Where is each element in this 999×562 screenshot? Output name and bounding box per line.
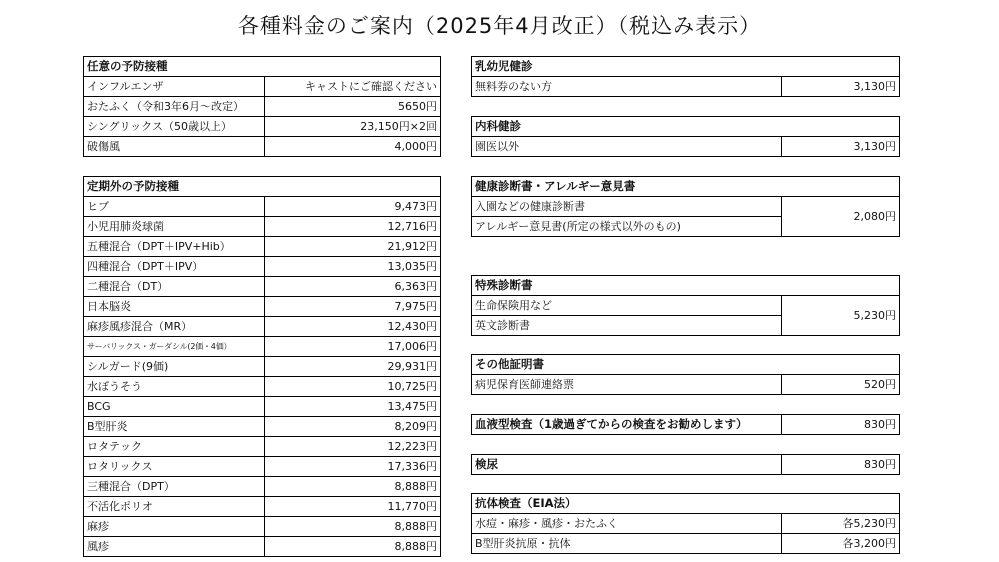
table-row bbox=[472, 534, 900, 554]
item-price: 10,725円 bbox=[265, 377, 441, 397]
item-price: 6,363円 bbox=[265, 277, 441, 297]
item-name: シングリックス（50歳以上） bbox=[84, 117, 265, 137]
item-name: B型肝炎抗原・抗体 bbox=[472, 534, 782, 554]
item-name: アレルギー意見書(所定の様式以外のもの) bbox=[472, 217, 782, 237]
table-row bbox=[472, 455, 900, 475]
item-price: 5650円 bbox=[265, 97, 441, 117]
table-row bbox=[472, 375, 900, 395]
item-name: 不活化ポリオ bbox=[84, 497, 265, 517]
table-row bbox=[84, 497, 441, 517]
item-price: キャストにご確認ください bbox=[265, 77, 441, 97]
item-price: 2,080円 bbox=[782, 197, 900, 237]
table-row bbox=[84, 137, 441, 157]
table-header: 健康診断書・アレルギー意見書 bbox=[472, 177, 900, 197]
item-name: 小児用肺炎球菌 bbox=[84, 217, 265, 237]
table-row bbox=[84, 197, 441, 217]
table-row bbox=[84, 357, 441, 377]
item-name: 日本脳炎 bbox=[84, 297, 265, 317]
item-name: 二種混合（DT） bbox=[84, 277, 265, 297]
table-row bbox=[84, 77, 441, 97]
item-name: サーバリックス・ガーダシル(2価・4価） bbox=[84, 337, 265, 357]
table-row bbox=[84, 317, 441, 337]
infant-checkup-table bbox=[471, 56, 900, 97]
certificate-table bbox=[471, 176, 900, 237]
urine-test-table bbox=[471, 454, 900, 475]
table-row bbox=[472, 77, 900, 97]
item-price: 11,770円 bbox=[265, 497, 441, 517]
item-name: 病児保育医師連絡票 bbox=[472, 375, 782, 395]
table-row bbox=[84, 477, 441, 497]
internal-checkup-table bbox=[471, 116, 900, 157]
item-price: 23,150円×2回 bbox=[265, 117, 441, 137]
table-row bbox=[472, 415, 900, 435]
item-name: 破傷風 bbox=[84, 137, 265, 157]
table-row bbox=[84, 537, 441, 557]
item-price: 8,209円 bbox=[265, 417, 441, 437]
table-row bbox=[84, 257, 441, 277]
item-name: 園医以外 bbox=[472, 137, 782, 157]
item-name: シルガード(9価) bbox=[84, 357, 265, 377]
table-row bbox=[84, 277, 441, 297]
item-name: ヒブ bbox=[84, 197, 265, 217]
optional-vaccination-table bbox=[83, 56, 441, 157]
item-price: 13,035円 bbox=[265, 257, 441, 277]
item-name: ロタテック bbox=[84, 437, 265, 457]
table-header: 血液型検査（1歳過ぎてからの検査をお勧めします） bbox=[472, 415, 782, 435]
item-price: 3,130円 bbox=[782, 77, 900, 97]
blood-type-test-table bbox=[471, 414, 900, 435]
table-row bbox=[84, 417, 441, 437]
table-header: 任意の予防接種 bbox=[84, 57, 441, 77]
table-row bbox=[84, 337, 441, 357]
table-header: 定期外の予防接種 bbox=[84, 177, 441, 197]
item-price: 17,336円 bbox=[265, 457, 441, 477]
item-name: 生命保険用など bbox=[472, 296, 782, 316]
item-price: 4,000円 bbox=[265, 137, 441, 157]
table-row bbox=[472, 514, 900, 534]
item-price: 8,888円 bbox=[265, 477, 441, 497]
other-certificate-table bbox=[471, 354, 900, 395]
item-name: 麻疹風疹混合（MR） bbox=[84, 317, 265, 337]
item-price: 12,716円 bbox=[265, 217, 441, 237]
table-header: 検尿 bbox=[472, 455, 782, 475]
table-header: 抗体検査（EIA法） bbox=[472, 494, 900, 514]
table-row bbox=[84, 97, 441, 117]
item-price: 29,931円 bbox=[265, 357, 441, 377]
item-price: 7,975円 bbox=[265, 297, 441, 317]
table-row bbox=[84, 117, 441, 137]
item-name: B型肝炎 bbox=[84, 417, 265, 437]
item-name: BCG bbox=[84, 397, 265, 417]
table-row bbox=[472, 296, 900, 316]
item-name: 水ぼうそう bbox=[84, 377, 265, 397]
item-price: 8,888円 bbox=[265, 537, 441, 557]
item-price: 520円 bbox=[782, 375, 900, 395]
item-name: 無料券のない方 bbox=[472, 77, 782, 97]
table-header: 乳幼児健診 bbox=[472, 57, 900, 77]
item-name: 風疹 bbox=[84, 537, 265, 557]
table-row bbox=[84, 457, 441, 477]
table-row bbox=[84, 377, 441, 397]
item-name: 三種混合（DPT） bbox=[84, 477, 265, 497]
item-name: インフルエンザ bbox=[84, 77, 265, 97]
item-price: 12,223円 bbox=[265, 437, 441, 457]
table-header: その他証明書 bbox=[472, 355, 900, 375]
item-price: 5,230円 bbox=[782, 296, 900, 336]
table-row bbox=[472, 197, 900, 217]
item-name: 入園などの健康診断書 bbox=[472, 197, 782, 217]
item-name: ロタリックス bbox=[84, 457, 265, 477]
item-name: おたふく（令和3年6月～改定） bbox=[84, 97, 265, 117]
item-name: 五種混合（DPT＋IPV+Hib） bbox=[84, 237, 265, 257]
antibody-test-table bbox=[471, 493, 900, 554]
item-name: 麻疹 bbox=[84, 517, 265, 537]
item-name: 水痘・麻疹・風疹・おたふく bbox=[472, 514, 782, 534]
non-routine-vaccination-table bbox=[83, 176, 441, 557]
table-row bbox=[84, 397, 441, 417]
item-price: 21,912円 bbox=[265, 237, 441, 257]
item-price: 3,130円 bbox=[782, 137, 900, 157]
item-name: 英文診断書 bbox=[472, 316, 782, 336]
table-row bbox=[472, 137, 900, 157]
item-price: 9,473円 bbox=[265, 197, 441, 217]
item-price: 各3,200円 bbox=[782, 534, 900, 554]
item-price: 17,006円 bbox=[265, 337, 441, 357]
table-row bbox=[84, 237, 441, 257]
table-header: 特殊診断書 bbox=[472, 276, 900, 296]
page-title: 各種料金のご案内（2025年4月改正）（税込み表示） bbox=[237, 14, 762, 38]
table-row bbox=[84, 517, 441, 537]
item-price: 13,475円 bbox=[265, 397, 441, 417]
table-row bbox=[84, 297, 441, 317]
item-price: 830円 bbox=[782, 455, 900, 475]
item-name: 四種混合（DPT＋IPV） bbox=[84, 257, 265, 277]
item-price: 12,430円 bbox=[265, 317, 441, 337]
item-price: 各5,230円 bbox=[782, 514, 900, 534]
item-price: 8,888円 bbox=[265, 517, 441, 537]
table-header: 内科健診 bbox=[472, 117, 900, 137]
table-row bbox=[84, 437, 441, 457]
item-price: 830円 bbox=[782, 415, 900, 435]
special-certificate-table bbox=[471, 275, 900, 336]
table-row bbox=[84, 217, 441, 237]
